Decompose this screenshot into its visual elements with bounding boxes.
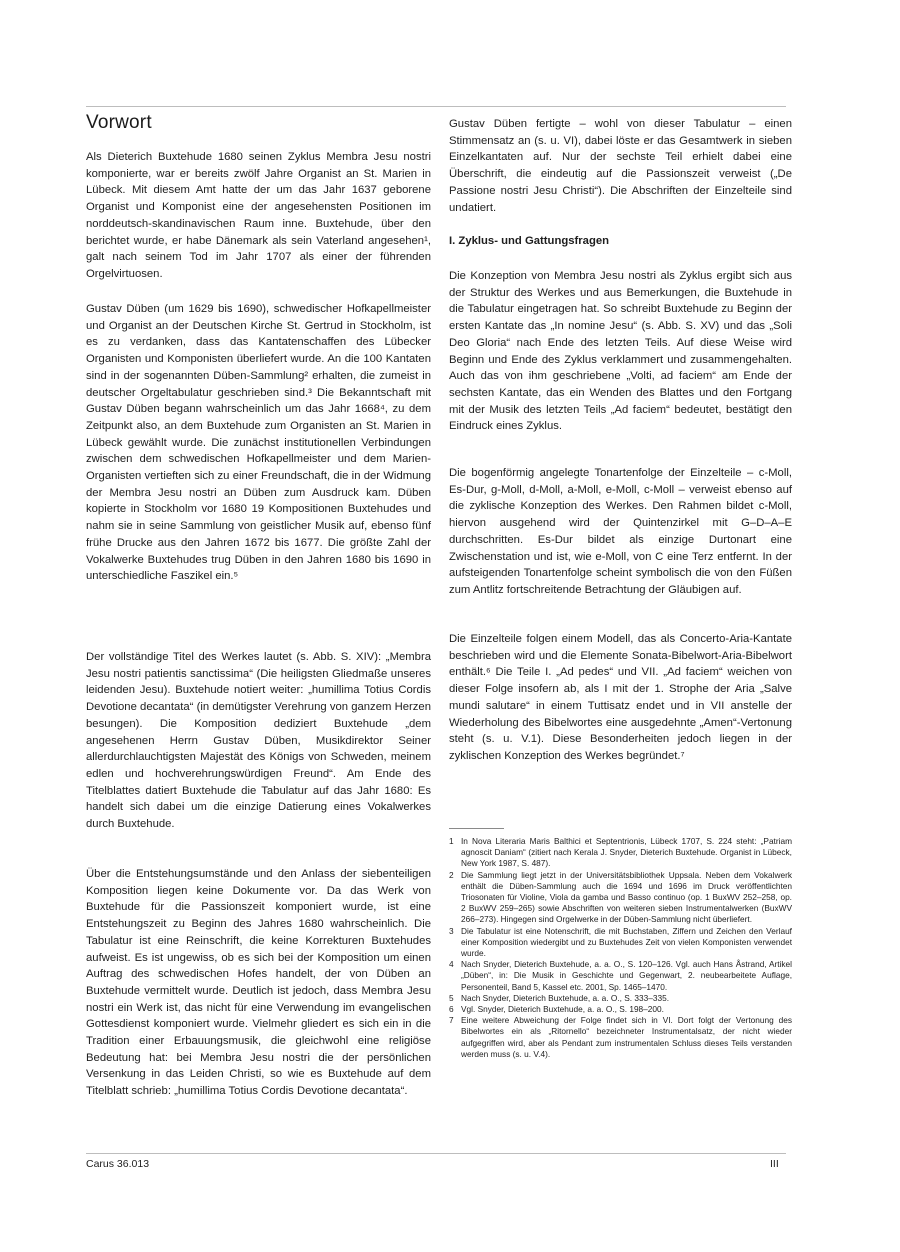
footnote <box>449 959 792 993</box>
paragraph-text: Als Dieterich Buxtehude 1680 seinen Zyklus Membra Jesu nostri komponierte, war er bereits zwölf Jahre Organist an St. Marien in Lübeck. Mit diesem Amt hatte der um das Jahr 1637 geborene Organist und Komponist eine der angesehensten Positionen im norddeutsch-skandinavischen Raum inne. Buxtehude, über den berichtet wurde, er habe Dänemark als sein Vaterland angesehen¹, galt nach seinem Tod im Jahr 1707 als einer der führenden Orgelvirtuosen. <box>86 151 431 280</box>
section-heading: I. Zyklus- und Gattungsfragen <box>449 235 610 247</box>
page-number: III <box>770 1158 779 1170</box>
paragraph-text: Die bogenförmig angelegte Tonartenfolge der Einzelteile – c-Moll, Es-Dur, g-Moll, d-Moll, a-Moll, e-Moll, c-Moll – verweist ebenso auf die zyklische Konzeption des Werkes. Den Rahmen bildet c-Moll, hiervon ausgehend wird der Quintenzirkel mit G–D–A–E durchschritten. Es-Dur bildet als einzige Durtonart eine Zwischenstation und ist, wie e-Moll, von C eine Terz entfernt. In der aufsteigenden Tonartenfolge scheint symbolisch die von den Füßen zum Antlitz fortschreitende Betrachtung der Gläubigen auf. <box>449 467 792 596</box>
paragraph <box>449 631 792 765</box>
top-rule <box>86 106 786 107</box>
page-title: Vorwort <box>86 112 152 133</box>
footnote-number: 3 <box>449 925 454 936</box>
footnotes <box>449 836 792 1060</box>
paragraph <box>449 116 792 216</box>
paragraph-text: Die Konzeption von Membra Jesu nostri als Zyklus ergibt sich aus der Struktur des Werkes und aus Bemerkungen, die Buxtehude in die Tabulatur eingetragen hat. So schreibt Buxtehude zu Beginn der ersten Kantate das „In nomine Jesu“ (s. Abb. S. XV) und das „Soli Deo Gloria“ nach Ende des letzten Teils. Auf diese Weise wird Beginn und Ende des Zyklus verklammert und zusammengehalten. Auch das von ihm geschriebene „Volti, ad faciem“ am Ende der sechsten Kantate, das ein Wenden des Blattes und den Fortgang mit der Musik des letzten Teils „Ad faciem“ bedeutet, bestätigt den Eindruck eines Zyklus. <box>449 270 792 433</box>
footnote-number: 1 <box>449 836 454 846</box>
footnote <box>449 1015 792 1060</box>
footnote-number: 5 <box>449 992 454 1003</box>
footnote-text: Die Sammlung liegt jetzt in der Universitätsbibliothek Uppsala. Neben dem Vokalwerk enthält die Düben-Sammlung auch die 1694 und 1696 im Druck veröffentlichten Triosonaten für Violine, Viola da gamba und Basso continuo (op. 1 BuxWV 252–258, op. 2 BuxWV 259–265) sowie Abschriften von weiteren sieben Instrumentalwerken (BuxWV 266–273). Hingegen sind Orgelwerke in der Düben-Sammlung nicht überliefert. <box>461 869 792 925</box>
footer-publisher-code: Carus 36.013 <box>86 1158 150 1170</box>
footnote-text: Die Tabulatur ist eine Notenschrift, die mit Buchstaben, Ziffern und Zeichen den Verlauf einer Komposition wiedergibt und zu Buxtehudes Zeit von vielen Komponisten verwendet wurde. <box>461 925 792 959</box>
footnote-text: Vgl. Snyder, Dieterich Buxtehude, a. a. O., S. 198–200. <box>461 1004 664 1015</box>
paragraph-text: Der vollständige Titel des Werkes lautet (s. Abb. S. XIV): „Membra Jesu nostri patientis sanctissima“ (Die heiligsten Gliedmaße unseres leidenden Jesu). Buxtehude notiert weiter: „humillima Totius Cordis Devotione decantata“ (in demütigster Verehrung von ganzem Herzen besungen). Die Komposition dediziert Buxtehude „dem angesehenen Herrn Gustav Düben, Musikdirektor Seiner allerdurchlauchtigsten Majestät des Königs von Schweden, meinem edlen und hochverehrungswürdigen Freund“. Am Ende des Titelblattes datiert Buxtehude die Tabulatur auf das Jahr 1680: Es handelt sich dabei um die einzige Datierung eines Vokalwerkes durch Buxtehude. <box>86 651 431 831</box>
footnote-divider <box>449 828 504 829</box>
paragraph <box>86 301 431 585</box>
footnote <box>449 1004 792 1015</box>
bottom-rule <box>86 1153 786 1154</box>
footnote <box>449 870 792 926</box>
paragraph <box>449 465 792 599</box>
footnote-text: Nach Snyder, Dieterich Buxtehude, a. a. O., S. 120–126. Vgl. auch Hans Åstrand, Artikel „Düben“, in: Die Musik in Geschichte und Gegenwart, 2. neubearbeitete Auflage, Personenteil, Band 5, Kassel etc. 2001, Sp. 1465–1470. <box>461 959 792 992</box>
paragraph-text: Gustav Düben (um 1629 bis 1690), schwedischer Hofkapellmeister und Organist an der Deutschen Kirche St. Gertrud in Stockholm, ist es zu verdanken, dass das Kantatenschaffen des Lübecker Organisten und Komponisten überliefert wurde. An die 100 Kantaten sind in der sogenannten Düben-Sammlung² erhalten, die zumeist in deutscher Orgeltabulatur geschrieben sind.³ Die Bekanntschaft mit Gustav Düben begann wahrscheinlich um das Jahr 1668⁴, zu dem Zeitpunkt also, an dem Buxtehude zum Organisten an St. Marien in Lübeck gewählt wurde. Die zunächst institutionellen Verbindungen zwischen dem schwedischen Hofkapellmeister und dem Marien-Organisten vertieften sich zu einer Freundschaft, die in der Widmung der Membra Jesu nostri an Düben zum Ausdruck kam. Düben kopierte in Stockholm vor 1680 19 Kompositionen Buxtehudes und nahm sie in seine Sammlung von geistlicher Musik auf, ebenso fünf frühe Drucke aus den Jahren 1672 bis 1677. Die größte Zahl der Vokalwerke Buxtehudes trug Düben in den Jahren 1680 bis 1690 in unterschiedliche Faszikel ein.⁵ <box>86 303 431 583</box>
paragraph <box>86 649 431 833</box>
paragraph-text: Über die Entstehungsumstände und den Anlass der siebenteiligen Komposition liegen keine Dokumente vor. Da das Werk von Buxtehude für die Passionszeit komponiert wurde, ist eine Entstehungszeit zu Beginn des Jahres 1680 wahrscheinlich. Die Tabulatur ist eine Reinschrift, die keine Korrekturen Buxtehudes aufweist. Es ist ungewiss, ob es sich bei der Komposition um einen Auftrag des schwedischen Hofes handelt, der von Düben an Buxtehude vermittelt wurde. Deutlich ist jedoch, dass Membra Jesu nostri ein Werk ist, das nicht für eine Verwendung im evangelischen Gottesdienst komponiert wurde. Vielmehr gliedert es sich ein in die Tradition einer Erbauungsmusik, die gleichwohl eine religiöse Bedeutung hat: bei Membra Jesu nostri die der persönlichen Versenkung in das Leiden Christi, so wie es Buxtehude auf dem Titelblatt schrieb: „humillima Totius Cordis Devotione decantata“. <box>86 868 431 1098</box>
paragraph-text: Gustav Düben fertigte – wohl von dieser Tabulatur – einen Stimmensatz an (s. u. VI), dabei löste er das Gesamtwerk in sieben Einzelkantaten auf. Nur der sechste Teil erhielt dabei eine Überschrift, die eindeutig auf die Passionszeit verweist („De Passione nostri Jesu Christi“). Die Abschriften der Einzelteile sind undatiert. <box>449 118 792 214</box>
footnote <box>449 993 792 1004</box>
footnote-number: 7 <box>449 1015 454 1026</box>
footnote-number: 4 <box>449 959 454 970</box>
footnote-number: 6 <box>449 1004 454 1015</box>
footnote-number: 2 <box>449 869 454 880</box>
footnote-text: Nach Snyder, Dieterich Buxtehude, a. a. O., S. 333–335. <box>461 992 670 1003</box>
footnote <box>449 836 792 870</box>
paragraph <box>86 149 431 283</box>
section-heading-block <box>449 235 792 247</box>
paragraph-text: Die Einzelteile folgen einem Modell, das als Concerto-Aria-Kantate beschrieben wird und die Elemente Sonata-Bibelwort-Aria-Bibelwort enthält.⁶ Die Teile I. „Ad pedes“ und VII. „Ad faciem“ weichen von dieser Folge insofern ab, als I mit der 1. Strophe der Aria „Salve mundi salutare“ in einem Tuttisatz endet und in VII anstelle der Wiederholung des Bibelwortes eine ausgedehnte „Amen“-Vertonung steht (s. u. V.1). Diese Besonderheiten jedoch liegen in der zyklischen Konzeption des Werkes begründet.⁷ <box>449 633 792 762</box>
footnote-text: In Nova Literaria Maris Balthici et Septentrionis, Lübeck 1707, S. 224 steht: „Patriam agnoscit Daniam“ (zitiert nach Kerala J. Snyder, Dieterich Buxtehude. Organist in Lübeck, New York 1987, S. 487). <box>461 836 792 869</box>
paragraph <box>449 268 792 435</box>
footnote-text: Eine weitere Abweichung der Folge findet sich in VI. Dort folgt der Vertonung des Bibelwortes ein als „Ritornello“ bezeichneter Instrumentalsatz, der nicht wieder aufgegriffen wird, aber als Pendant zum instrumentalen Schluss dieses Teils verstanden werden muss (s. u. V.4). <box>461 1015 792 1059</box>
footnote <box>449 926 792 960</box>
paragraph <box>86 866 431 1100</box>
